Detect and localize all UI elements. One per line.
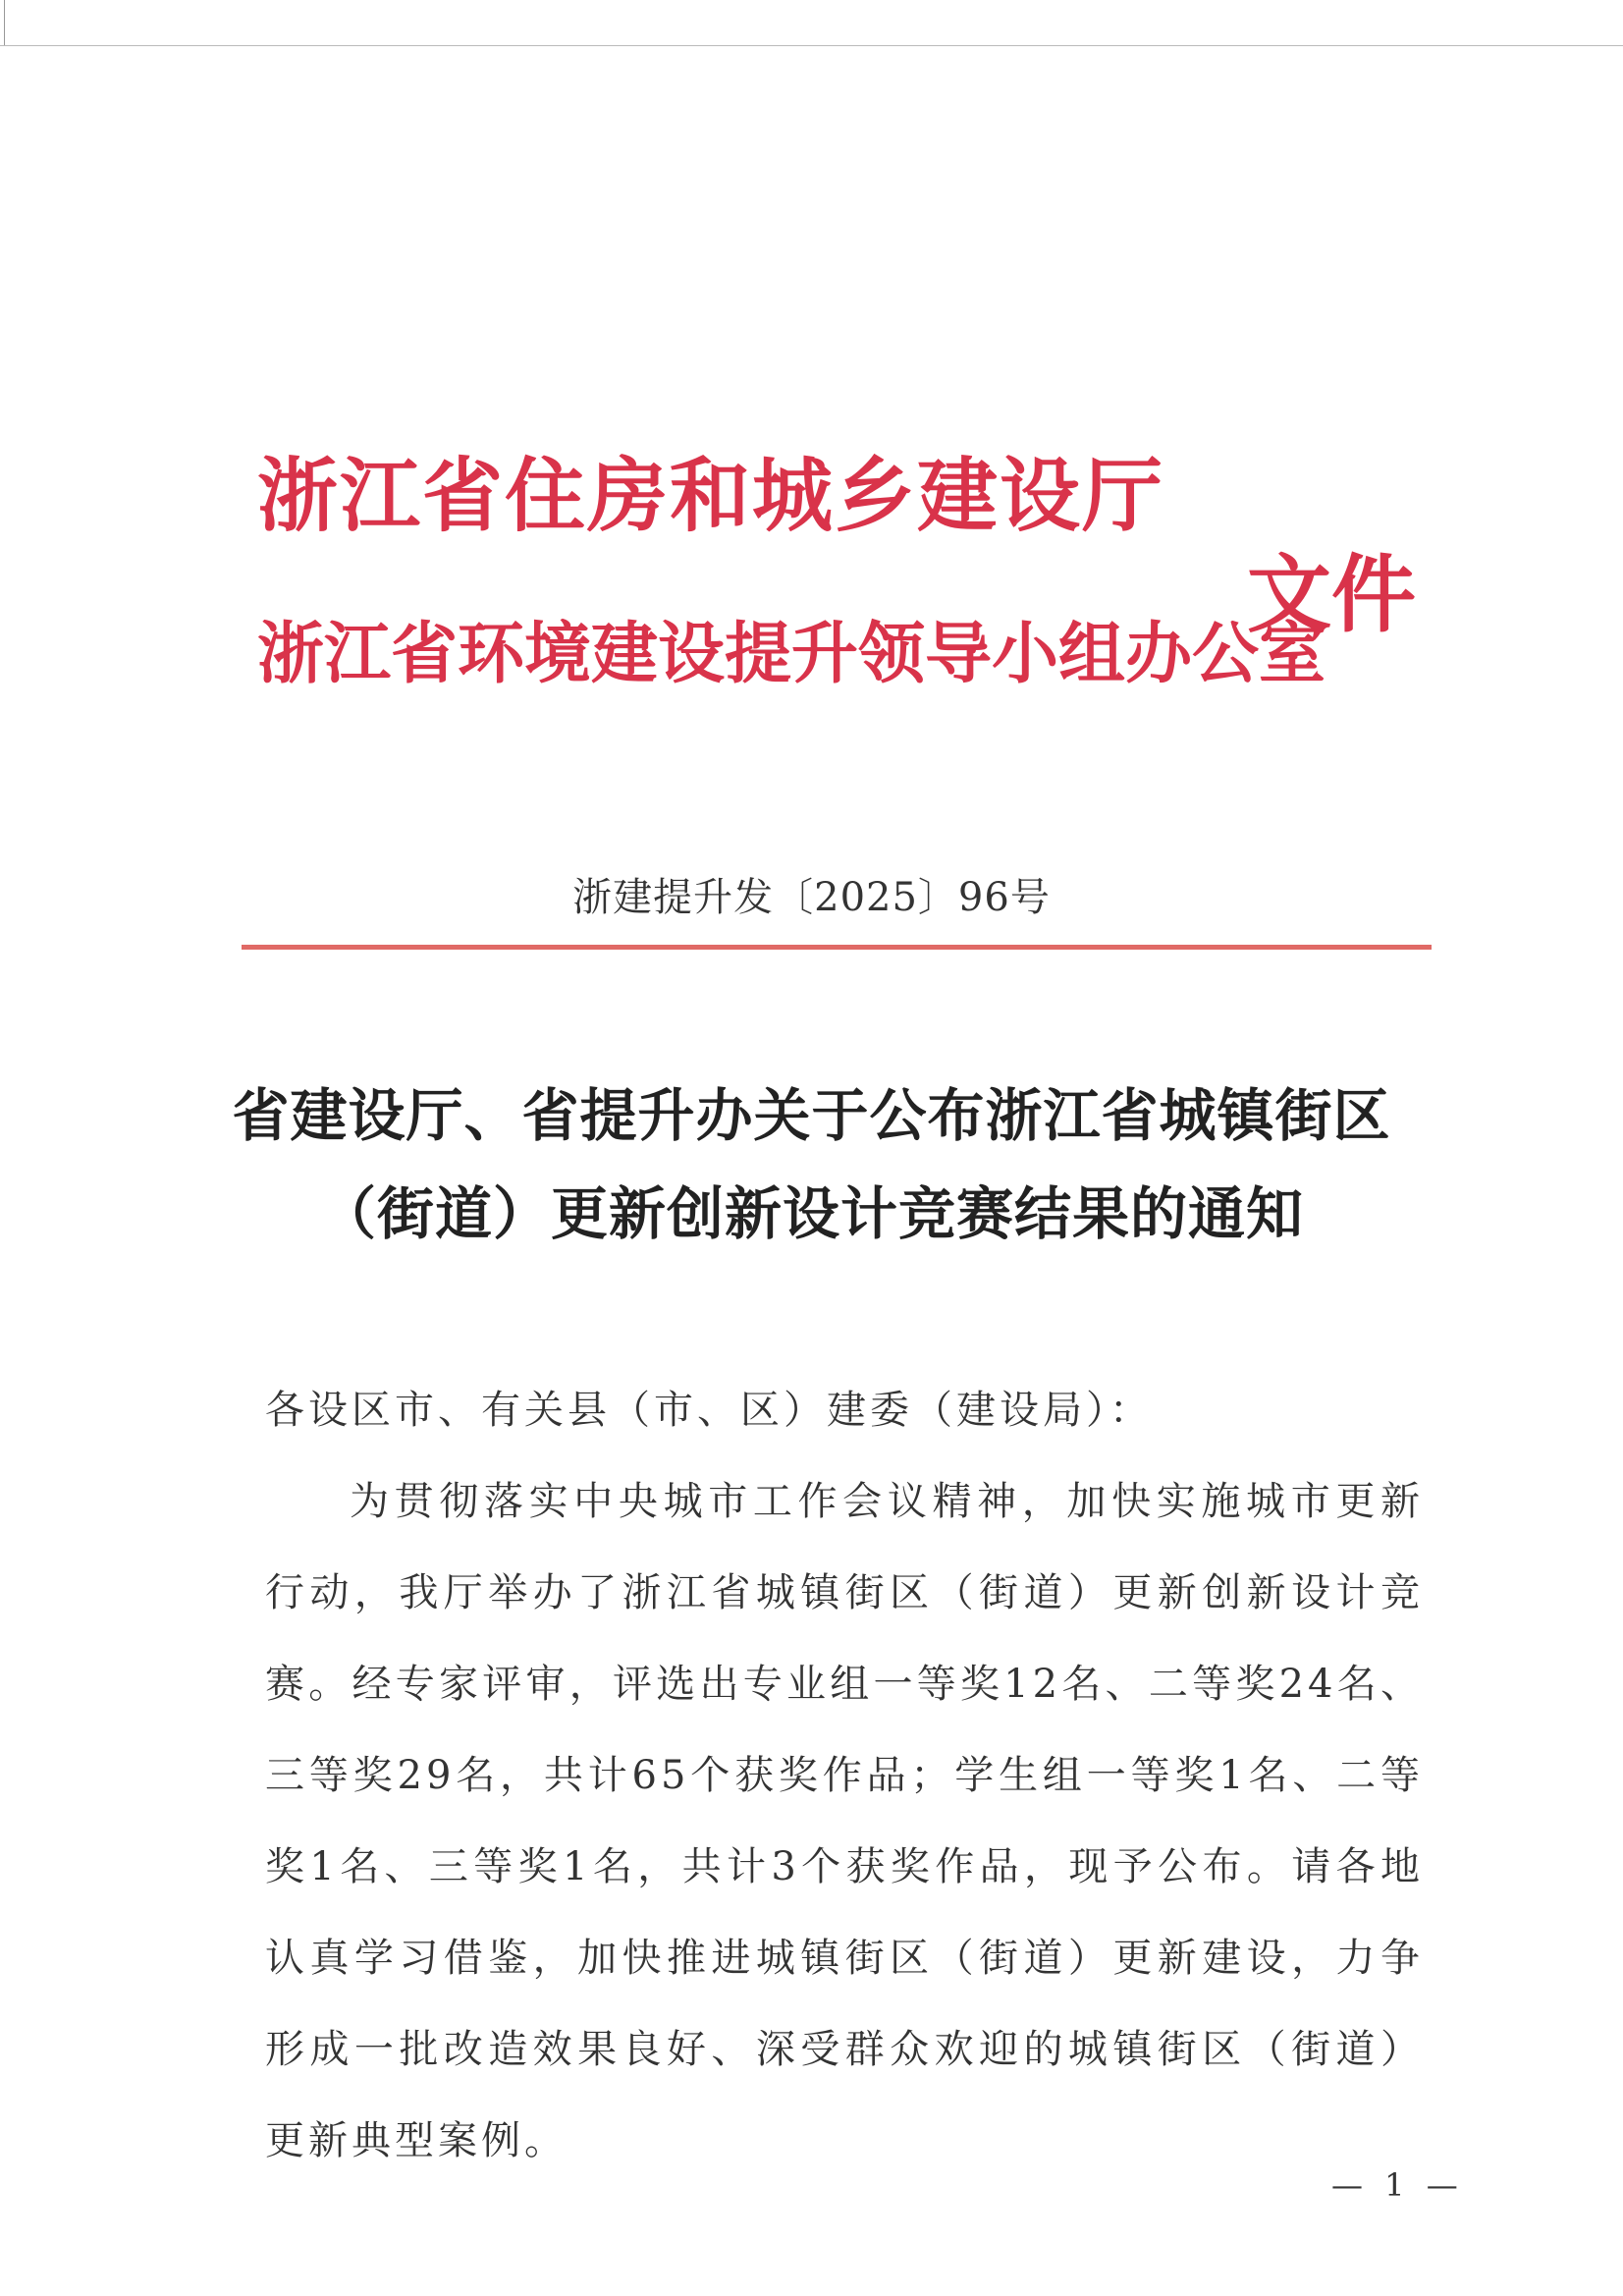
scan-edge-top (0, 45, 1623, 46)
document-title (0, 1066, 1623, 1263)
document-label: 文件 (1247, 546, 1416, 644)
document-body (265, 1365, 1424, 2187)
title-line-1: 省建设厅、省提升办关于公布浙江省城镇街区 (232, 1082, 1391, 1149)
salutation: 各设区市、有关县（市、区）建委（建设局）： (265, 1388, 1153, 1433)
issuer-name-housing-department: 浙江省住房和城乡建设厅 (257, 450, 1165, 543)
scan-edge-left (4, 0, 5, 45)
title-line-2: （街道）更新创新设计竞赛结果的通知 (318, 1180, 1304, 1247)
body-paragraph: 为贯彻落实中央城市工作会议精神，加快实施城市更新行动，我厅举办了浙江省城镇街区（街道）更新创新设计竞赛。经专家评审，评选出专业组一等奖12名、二等奖24名、三等奖29名，共计65个获奖作品；学生组一等奖1名、二等奖1名、三等奖1名，共计3个获奖作品，现予公布。请各地认真学习借鉴，加快推进城镇街区（街道）更新建设，力争形成一批改造效果良好、深受群众欢迎的城镇街区（街道）更新典型案例。 (265, 1479, 1424, 2163)
red-separator-line (242, 945, 1432, 950)
document-number: 浙建提升发〔2025〕96号 (572, 875, 1051, 920)
issuer-name-environment-office: 浙江省环境建设提升领导小组办公室 (257, 616, 1326, 693)
page-number: — 1 — (1331, 2166, 1464, 2204)
red-header (257, 432, 1435, 727)
